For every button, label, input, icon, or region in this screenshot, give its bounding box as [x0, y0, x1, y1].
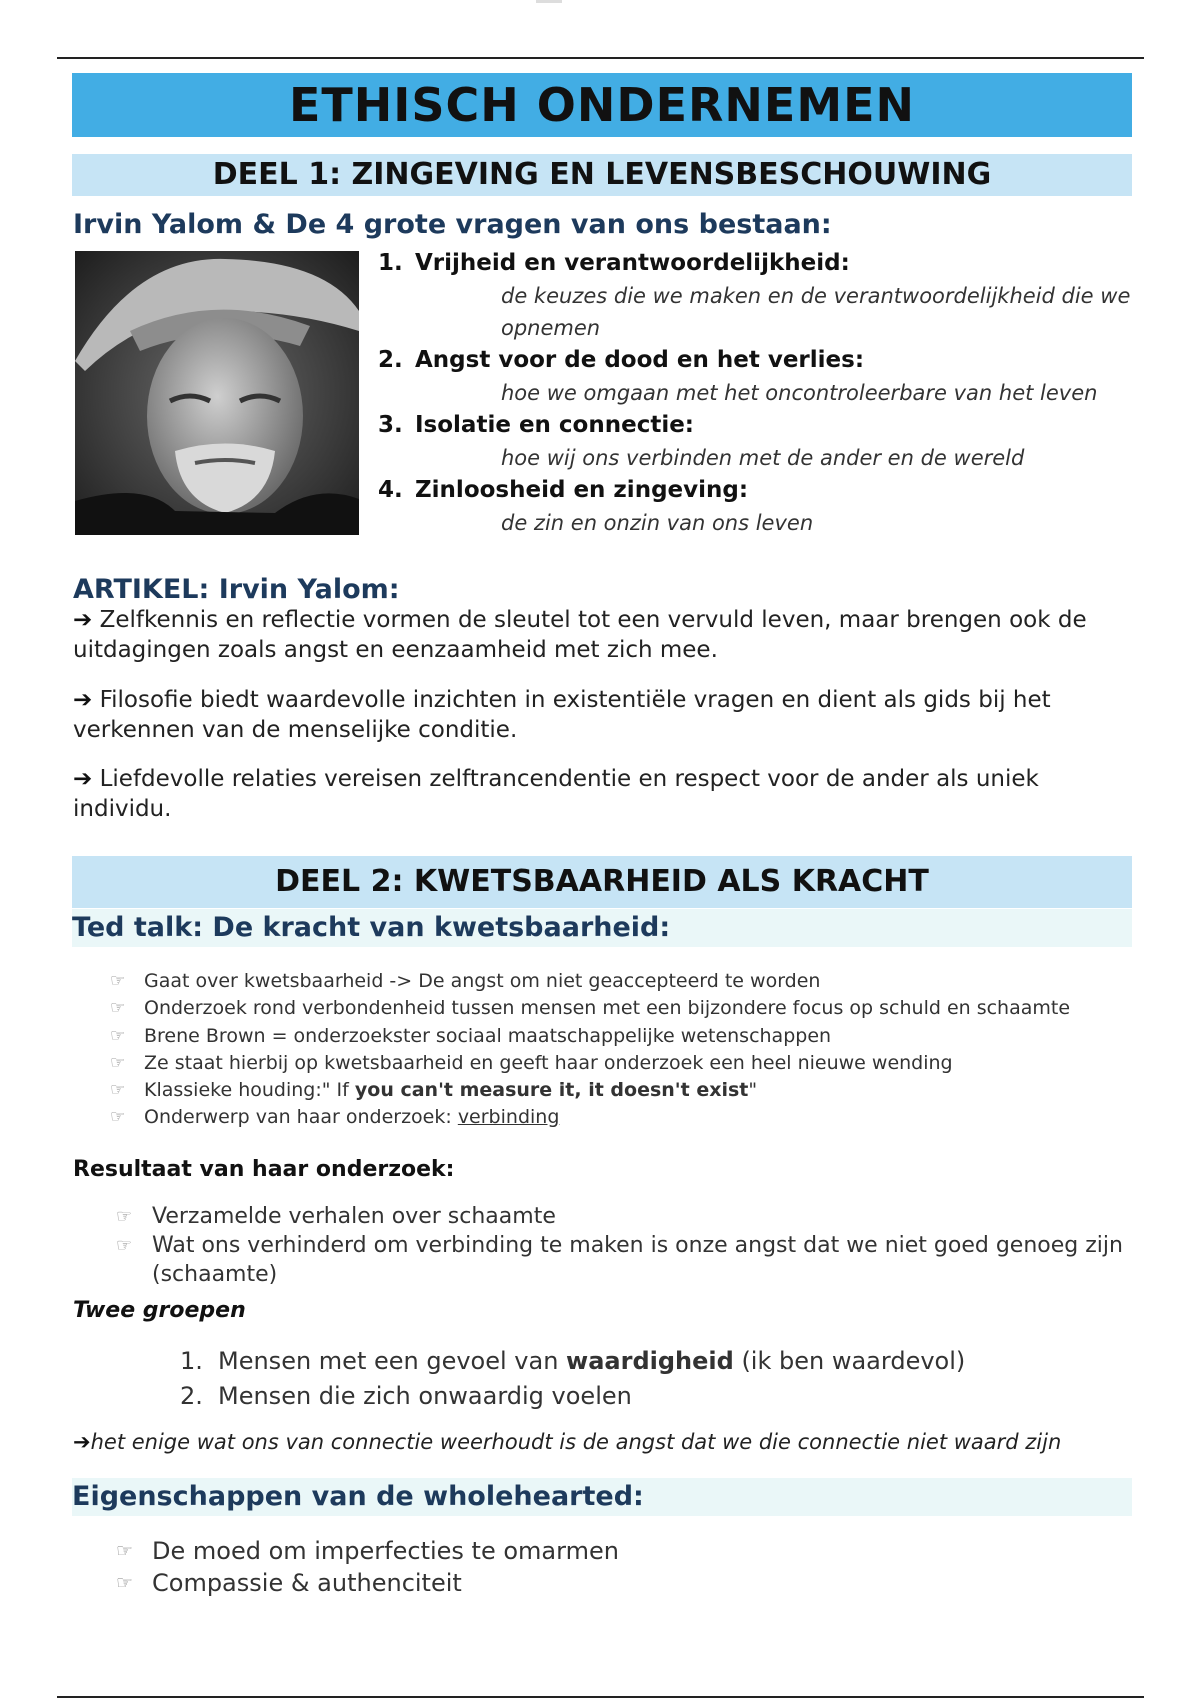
- article-point-2: [73, 685, 1143, 745]
- list-item: [116, 1231, 1136, 1289]
- list-item-text: Ze staat hierbij op kwetsbaarheid en geeft haar onderzoek een heel nieuwe wending: [144, 1051, 953, 1074]
- article-point-1: [73, 605, 1143, 665]
- pointing-hand-icon: ☞: [116, 1206, 133, 1227]
- question-2-label: Angst voor de dood en het verlies:: [415, 347, 865, 373]
- result-points-list: [116, 1202, 1136, 1289]
- list-item-text: Compassie & authenciteit: [152, 1569, 462, 1597]
- page-top-mark: [536, 0, 562, 3]
- yalom-heading: Irvin Yalom & De 4 grote vragen van ons bestaan:: [73, 209, 832, 240]
- yalom-portrait: [75, 251, 359, 535]
- question-3-desc: hoe wij ons verbinden met de ander en de wereld: [501, 446, 1025, 470]
- article-point-3: [73, 764, 1143, 824]
- group-2-text: Mensen die zich onwaardig voelen: [218, 1382, 632, 1410]
- groups-list: [180, 1344, 965, 1414]
- list-item-text: Wat ons verhinderd om verbinding te maken is onze angst dat we niet goed genoeg zijn (schaamte): [152, 1233, 1123, 1287]
- wholehearted-heading: Eigenschappen van de wholehearted:: [72, 1478, 1132, 1516]
- group-1-prefix: Mensen met een gevoel van: [218, 1347, 567, 1375]
- question-1-number: 1.: [378, 250, 403, 276]
- arrow-icon: ➔: [73, 687, 93, 713]
- list-item: [180, 1379, 965, 1414]
- quote-prefix: Klassieke houding:" If: [144, 1079, 355, 1102]
- list-item: [180, 1344, 965, 1379]
- question-2-title: [378, 344, 1138, 377]
- article-heading: ARTIKEL: Irvin Yalom:: [73, 574, 400, 605]
- list-item: [110, 1077, 1140, 1104]
- list-item-text: Onderzoek rond verbondenheid tussen mensen met een bijzondere focus op schuld en schaamte: [144, 997, 1071, 1020]
- group-1-suffix: (ik ben waardevol): [733, 1347, 966, 1375]
- list-item-text: Verzamelde verhalen over schaamte: [152, 1204, 556, 1229]
- question-3-title: [378, 409, 1138, 442]
- question-1-title: [378, 247, 1138, 280]
- question-4-label: Zinloosheid en zingeving:: [415, 477, 749, 503]
- pointing-hand-icon: ☞: [110, 971, 126, 991]
- conclusion: [73, 1430, 1153, 1454]
- pointing-hand-icon: ☞: [116, 1235, 133, 1256]
- list-item-text: Brene Brown = onderzoekster sociaal maatschappelijke wetenschappen: [144, 1024, 832, 1047]
- result-heading: Resultaat van haar onderzoek:: [73, 1157, 455, 1182]
- part2-title: DEEL 2: KWETSBAARHEID ALS KRACHT: [72, 856, 1132, 908]
- question-1-label: Vrijheid en verantwoordelijkheid:: [415, 250, 850, 276]
- ted-points-list: [110, 968, 1140, 1132]
- pointing-hand-icon: ☞: [110, 998, 126, 1019]
- pointing-hand-icon: ☞: [110, 1025, 126, 1046]
- groups-heading: Twee groepen: [73, 1298, 246, 1323]
- arrow-icon: ➔: [73, 766, 93, 792]
- ted-heading: Ted talk: De kracht van kwetsbaarheid:: [72, 909, 1132, 947]
- pointing-hand-icon: ☞: [116, 1540, 134, 1562]
- pointing-hand-icon: ☞: [116, 1572, 134, 1594]
- question-4-number: 4.: [378, 477, 403, 503]
- arrow-icon: ➔: [73, 1430, 91, 1454]
- pointing-hand-icon: ☞: [110, 1052, 126, 1073]
- pointing-hand-icon: ☞: [110, 1107, 126, 1128]
- footer-rule: [57, 1696, 1144, 1698]
- wholehearted-points-list: [116, 1535, 1136, 1599]
- list-item: [110, 1023, 1140, 1050]
- list-item: [110, 1050, 1140, 1077]
- question-4-desc: de zin en onzin van ons leven: [501, 511, 814, 535]
- list-item-text: De moed om imperfecties te omarmen: [152, 1537, 619, 1565]
- group-2-number: 2.: [180, 1382, 203, 1410]
- pointing-hand-icon: ☞: [110, 1080, 126, 1101]
- question-2-number: 2.: [378, 347, 403, 373]
- subject-underlined: verbinding: [457, 1106, 560, 1129]
- question-1-desc: de keuzes die we maken en de verantwoordelijkheid die we opnemen: [501, 284, 1131, 340]
- article-point-1-text: Zelfkennis en reflectie vormen de sleutel tot een vervuld leven, maar brengen ook de uitdagingen zoals angst en eenzaamheid met zich mee.: [73, 607, 1087, 663]
- list-item: [116, 1202, 1136, 1231]
- arrow-icon: ➔: [73, 607, 93, 633]
- portrait-image: [75, 251, 359, 535]
- list-item: [116, 1567, 1136, 1599]
- existential-questions-list: [378, 247, 1138, 539]
- part1-title: DEEL 1: ZINGEVING EN LEVENSBESCHOUWING: [72, 154, 1132, 196]
- header-rule: [57, 57, 1144, 59]
- document-title: ETHISCH ONDERNEMEN: [72, 73, 1132, 137]
- question-2-desc: hoe we omgaan met het oncontroleerbare van het leven: [501, 381, 1098, 405]
- list-item: [116, 1535, 1136, 1567]
- quote-bold: you can't measure it, it doesn't exist: [354, 1079, 749, 1102]
- article-point-3-text: Liefdevolle relaties vereisen zelftrancendentie en respect voor de ander als uniek individu.: [73, 766, 1039, 822]
- conclusion-text: het enige wat ons van connectie weerhoudt is de angst dat we die connectie niet waard zijn: [90, 1430, 1062, 1454]
- subject-prefix: Onderwerp van haar onderzoek:: [144, 1106, 458, 1129]
- list-item: [110, 968, 1140, 995]
- group-1-bold: waardigheid: [566, 1347, 734, 1375]
- question-4-title: [378, 474, 1138, 507]
- question-3-label: Isolatie en connectie:: [415, 412, 695, 438]
- list-item: [110, 1104, 1140, 1131]
- group-1-number: 1.: [180, 1347, 203, 1375]
- question-3-number: 3.: [378, 412, 403, 438]
- quote-suffix: ": [748, 1079, 758, 1102]
- article-point-2-text: Filosofie biedt waardevolle inzichten in existentiële vragen en dient als gids bij het verkennen van de menselijke conditie.: [73, 687, 1051, 743]
- list-item-text: Gaat over kwetsbaarheid -> De angst om niet geaccepteerd te worden: [144, 970, 821, 992]
- list-item: [110, 995, 1140, 1022]
